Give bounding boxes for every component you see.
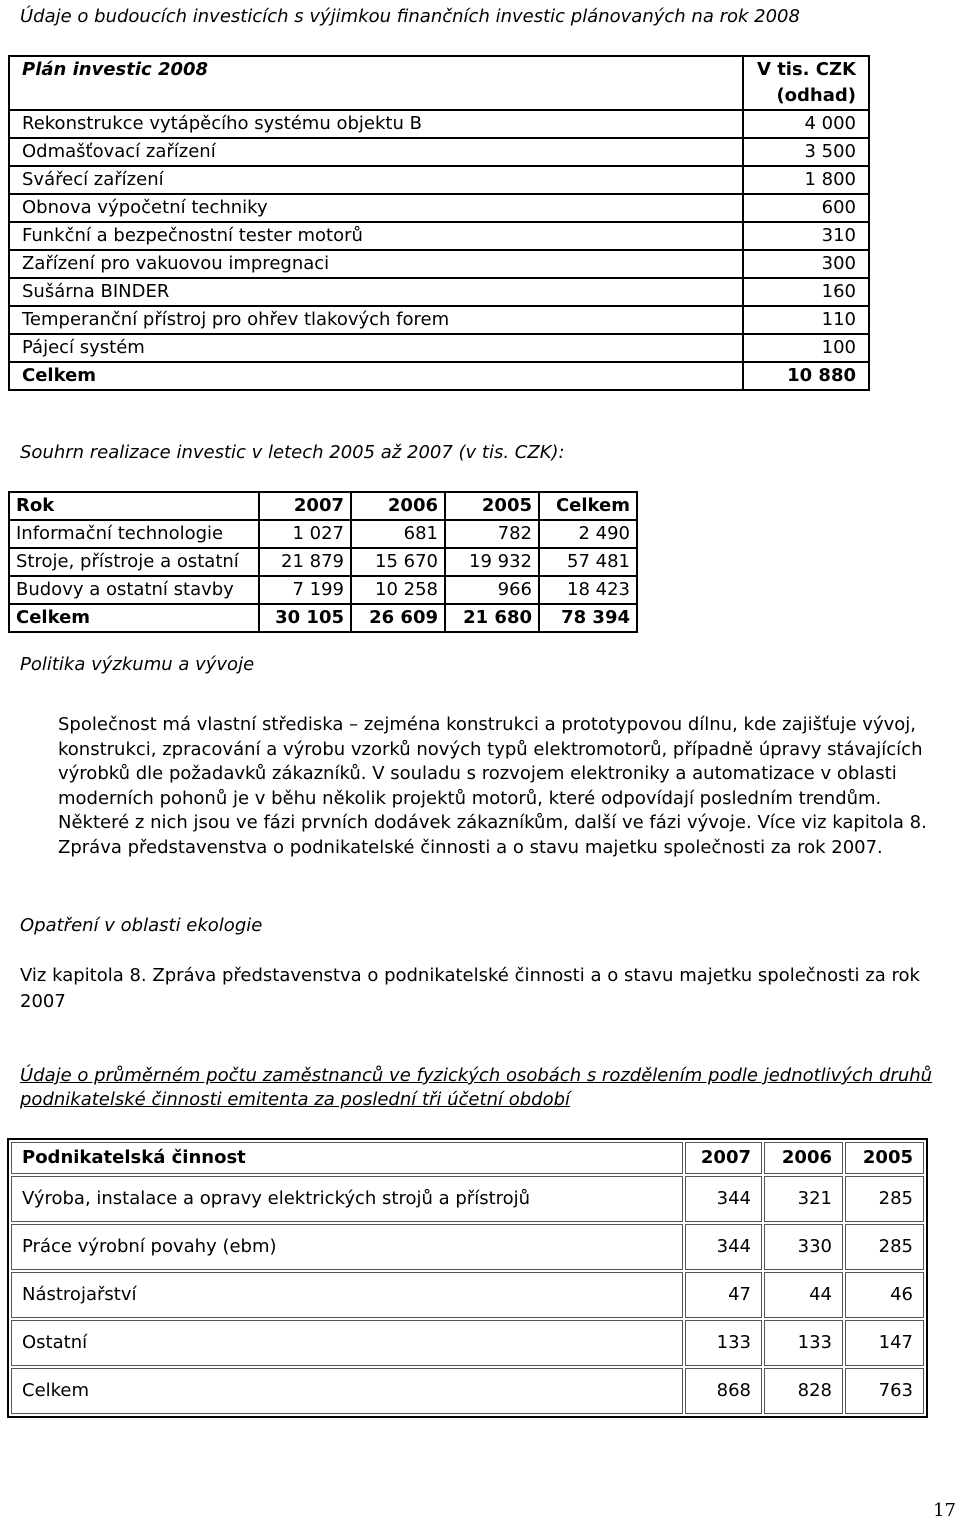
cell: 285: [845, 1224, 924, 1270]
table-row: [11, 1224, 924, 1270]
row-value: 4 000: [743, 110, 869, 138]
table-row: [9, 548, 637, 576]
cell: 78 394: [539, 604, 637, 632]
row-label: Zařízení pro vakuovou impregnaci: [9, 250, 743, 278]
cell: 57 481: [539, 548, 637, 576]
cell: 133: [685, 1320, 762, 1366]
header-cell: 2005: [445, 492, 539, 520]
table-total-row: [9, 604, 637, 632]
cell: 19 932: [445, 548, 539, 576]
paragraph-line: výrobků dle požadavků zákazníků. V souladu s rozvojem elektroniky a automatizace v oblasti: [58, 763, 897, 784]
row-label: Svářecí zařízení: [9, 166, 743, 194]
row-value: 300: [743, 250, 869, 278]
employees-table: [7, 1138, 928, 1418]
total-value: 10 880: [743, 362, 869, 390]
row-label: Rekonstrukce vytápěcího systému objektu B: [9, 110, 743, 138]
cell: 1 027: [259, 520, 351, 548]
paragraph-line: konstrukci, zpracování a výrobu vzorků nových typů elektromotorů, případně úpravy stávajících: [58, 738, 923, 760]
cell: 133: [764, 1320, 843, 1366]
row-label: Temperanční přístroj pro ohřev tlakových forem: [9, 306, 743, 334]
table-row: [9, 222, 869, 250]
heading-line: Údaje o průměrném počtu zaměstnanců ve fyzických osobách s rozdělením podle jednotlivých druhů: [20, 1065, 933, 1086]
table-row: [9, 250, 869, 278]
cell: Nástrojařství: [11, 1272, 683, 1318]
paragraph-line: 2007: [20, 991, 66, 1012]
row-value: 600: [743, 194, 869, 222]
unit-header: [743, 56, 869, 110]
cell: Celkem: [11, 1368, 683, 1414]
cell: 44: [764, 1272, 843, 1318]
cell: 21 680: [445, 604, 539, 632]
cell: 782: [445, 520, 539, 548]
section-heading-rd-policy: Politika výzkumu a vývoje: [20, 654, 255, 675]
row-value: 3 500: [743, 138, 869, 166]
table-row: [11, 1368, 924, 1414]
cell: 2 490: [539, 520, 637, 548]
row-label: Sušárna BINDER: [9, 278, 743, 306]
paragraph-line: Společnost má vlastní střediska – zejména konstrukci a prototypovou dílnu, kde zajišťuje vývoj,: [58, 714, 916, 735]
cell: 321: [764, 1176, 843, 1222]
table-row: [9, 110, 869, 138]
cell: Práce výrobní povahy (ebm): [11, 1224, 683, 1270]
header-cell: 2006: [764, 1142, 843, 1174]
paragraph-line: Viz kapitola 8. Zpráva představenstva o podnikatelské činnosti a o stavu majetku společnosti za rok: [20, 965, 920, 986]
cell: 330: [764, 1224, 843, 1270]
cell: 18 423: [539, 576, 637, 604]
table-header-row: [9, 56, 869, 110]
cell: 10 258: [351, 576, 445, 604]
cell: 21 879: [259, 548, 351, 576]
cell: 828: [764, 1368, 843, 1414]
row-value: 110: [743, 306, 869, 334]
table-row: [11, 1272, 924, 1318]
paragraph-line: moderních pohonů je v běhu několik projektů motorů, které odpovídají posledním trendům.: [58, 787, 882, 809]
table-row: [9, 166, 869, 194]
rd-paragraph: [58, 713, 960, 860]
header-cell: 2007: [259, 492, 351, 520]
table-row: [11, 1320, 924, 1366]
table-row: [9, 138, 869, 166]
cell: 147: [845, 1320, 924, 1366]
row-label: Pájecí systém: [9, 334, 743, 362]
section-heading-future-investments: Údaje o budoucích investicích s výjimkou finančních investic plánovaných na rok 2008: [20, 6, 800, 27]
investment-plan-table: [8, 55, 870, 391]
cell: Výroba, instalace a opravy elektrických strojů a přístrojů: [11, 1176, 683, 1222]
cell: 30 105: [259, 604, 351, 632]
header-cell: 2007: [685, 1142, 762, 1174]
cell: Budovy a ostatní stavby: [9, 576, 259, 604]
table-total-row: [9, 362, 869, 390]
heading-line: podnikatelské činnosti emitenta za poslední tři účetní období: [20, 1089, 571, 1110]
table-row: [9, 520, 637, 548]
table-row: [9, 306, 869, 334]
header-cell: Podnikatelská činnost: [11, 1142, 683, 1174]
row-value: 100: [743, 334, 869, 362]
plan-title: Plán investic 2008: [9, 56, 743, 110]
cell: Ostatní: [11, 1320, 683, 1366]
section-heading-ecology: Opatření v oblasti ekologie: [20, 915, 263, 936]
paragraph-line: Zpráva představenstva o podnikatelské činnosti a o stavu majetku společnosti za rok 2007.: [58, 836, 883, 858]
section-heading-investment-summary: Souhrn realizace investic v letech 2005 až 2007 (v tis. CZK):: [20, 442, 565, 463]
cell: 285: [845, 1176, 924, 1222]
paragraph-line: Některé z nich jsou ve fázi prvních dodávek zákazníkům, další ve fázi vývoje. Více viz kapitola 8.: [58, 812, 927, 833]
cell: 46: [845, 1272, 924, 1318]
table-row: [11, 1176, 924, 1222]
row-label: Funkční a bezpečnostní tester motorů: [9, 222, 743, 250]
cell: Informační technologie: [9, 520, 259, 548]
table-row: [9, 334, 869, 362]
row-label: Obnova výpočetní techniky: [9, 194, 743, 222]
row-value: 310: [743, 222, 869, 250]
unit-line1: V tis. CZK: [757, 59, 856, 80]
cell: 7 199: [259, 576, 351, 604]
cell: 26 609: [351, 604, 445, 632]
investment-summary-table: [8, 491, 638, 633]
cell: 344: [685, 1176, 762, 1222]
cell: 966: [445, 576, 539, 604]
cell: Celkem: [9, 604, 259, 632]
cell: 868: [685, 1368, 762, 1414]
row-label: Odmašťovací zařízení: [9, 138, 743, 166]
header-cell: 2005: [845, 1142, 924, 1174]
header-cell: 2006: [351, 492, 445, 520]
cell: 15 670: [351, 548, 445, 576]
cell: 344: [685, 1224, 762, 1270]
row-value: 1 800: [743, 166, 869, 194]
table-row: [9, 278, 869, 306]
header-cell: Rok: [9, 492, 259, 520]
section-heading-employees: [20, 1064, 932, 1112]
table-row: [9, 194, 869, 222]
table-header-row: [9, 492, 637, 520]
page-number: 17: [933, 1500, 956, 1521]
row-value: 160: [743, 278, 869, 306]
cell: 681: [351, 520, 445, 548]
cell: Stroje, přístroje a ostatní: [9, 548, 259, 576]
unit-line2: (odhad): [776, 85, 856, 106]
ecology-paragraph: [20, 963, 940, 1015]
cell: 763: [845, 1368, 924, 1414]
header-cell: Celkem: [539, 492, 637, 520]
cell: 47: [685, 1272, 762, 1318]
table-header-row: [11, 1142, 924, 1174]
table-row: [9, 576, 637, 604]
total-label: Celkem: [9, 362, 743, 390]
